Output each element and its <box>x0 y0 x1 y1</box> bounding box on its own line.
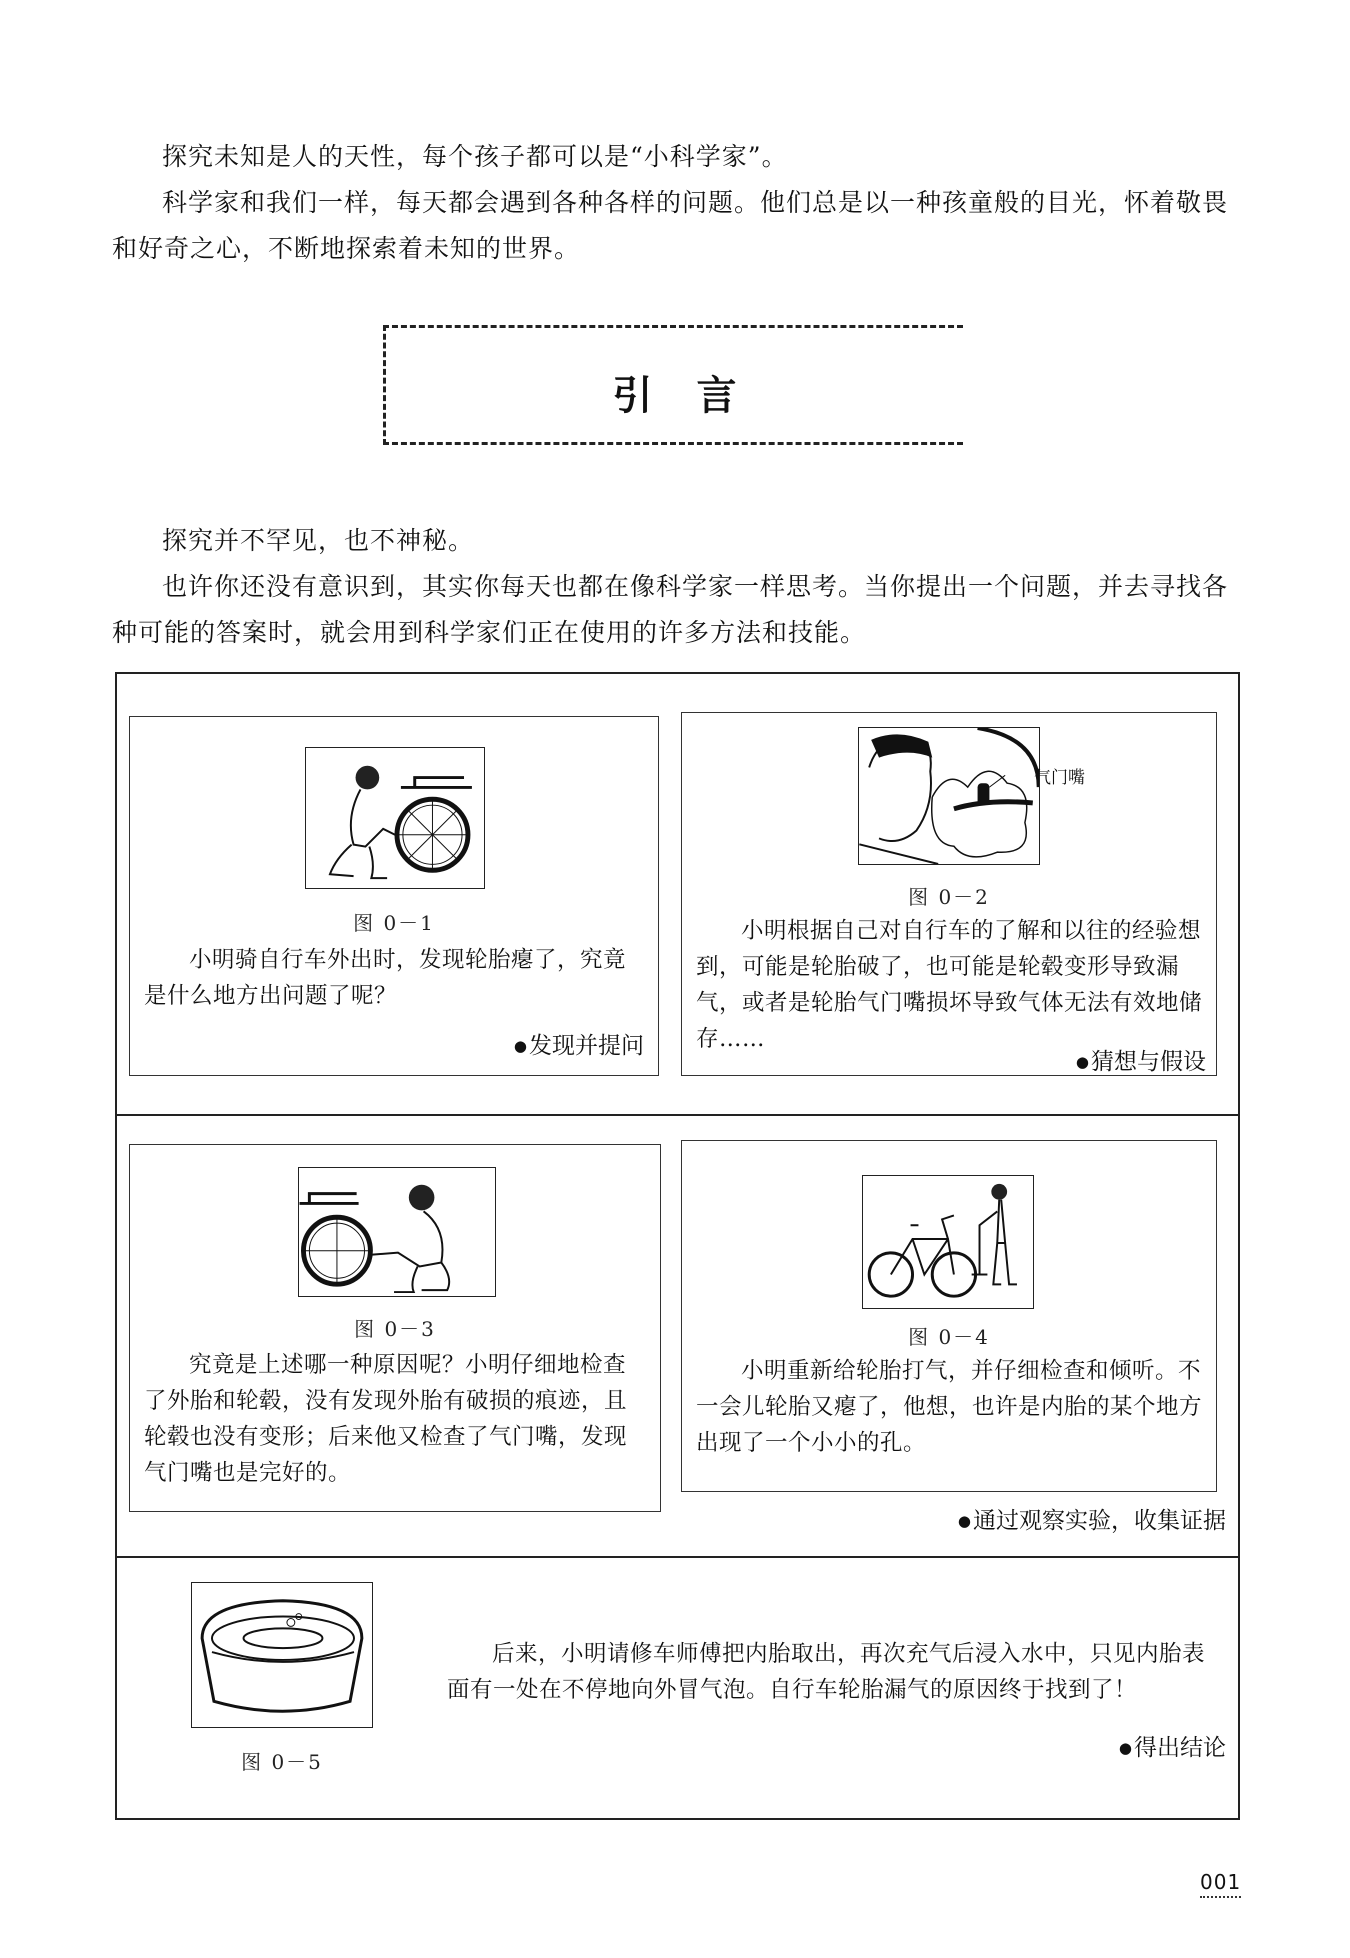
row-divider-1 <box>117 1114 1238 1116</box>
section-title: 引言 <box>612 373 781 419</box>
panel-fig-0-3 <box>129 1144 661 1512</box>
body-paragraph-1: 探究并不罕见，也不神秘。 <box>162 526 475 555</box>
step-tag-conclusion: ● 得出结论 <box>1119 1729 1226 1762</box>
step-tag-hypothesis: ● 猜想与假设 <box>1076 1043 1206 1076</box>
panel-text: 小明骑自行车外出时，发现轮胎瘪了，究竟是什么地方出问题了呢？ <box>144 947 627 1009</box>
panel-fig-0-4 <box>681 1140 1217 1492</box>
intro-paragraph-1: 探究未知是人的天性，每个孩子都可以是“小科学家”。 <box>162 142 788 171</box>
figure-caption: 图 0－4 <box>908 1325 990 1349</box>
boy-thinking-valve-icon <box>858 727 1040 865</box>
boy-pumping-tire-icon <box>862 1175 1034 1309</box>
panel-text: 究竟是上述哪一种原因呢？小明仔细地检查了外胎和轮毂，没有发现外胎有破损的痕迹，且轮毂也没有变形；后来他又检查了气门嘴，发现气门嘴也是完好的。 <box>144 1352 628 1486</box>
panel-text: 小明根据自己对自行车的了解和以往的经验想到，可能是轮胎破了，也可能是轮毂变形导致漏气，或者是轮胎气门嘴损坏导致气体无法有效地储存…… <box>696 918 1203 1052</box>
figure-caption: 图 0－2 <box>908 885 990 909</box>
panel-fig-0-2 <box>681 712 1217 1076</box>
figure-caption: 图 0－1 <box>353 911 435 935</box>
panel-text: 小明重新给轮胎打气，并仔细检查和倾听。不一会儿轮胎又瘪了，他想，也许是内胎的某个地方出现了一个小小的孔。 <box>696 1358 1203 1456</box>
inner-tube-in-water-basin-icon <box>191 1582 373 1728</box>
final-text: 后来，小明请修车师傅把内胎取出，再次充气后浸入水中，只见内胎表面有一处在不停地向外冒气泡。自行车轮胎漏气的原因终于找到了！ <box>447 1641 1206 1703</box>
intro-paragraph-2: 科学家和我们一样，每天都会遇到各种各样的问题。他们总是以一种孩童般的目光，怀着敬畏和好奇之心，不断地探索着未知的世界。 <box>112 188 1229 263</box>
page-number: 001 <box>1200 1870 1241 1898</box>
body-paragraph-2: 也许你还没有意识到，其实你每天也都在像科学家一样思考。当你提出一个问题，并去寻找各种可能的答案时，就会用到科学家们正在使用的许多方法和技能。 <box>112 572 1229 647</box>
section-title-box <box>383 325 963 445</box>
boy-inspecting-tire-icon <box>298 1167 496 1297</box>
inquiry-steps-frame <box>115 672 1240 1820</box>
step-tag-question: ● 发现并提问 <box>514 1027 644 1060</box>
boy-checking-bicycle-wheel-icon <box>305 747 485 889</box>
step-tag-evidence: ● 通过观察实验，收集证据 <box>958 1502 1226 1535</box>
panel-fig-0-1 <box>129 716 659 1076</box>
figure-caption: 图 0－5 <box>241 1750 323 1774</box>
valve-label: 气门嘴 <box>1034 768 1085 788</box>
figure-caption: 图 0－3 <box>354 1317 436 1341</box>
row-divider-2 <box>117 1556 1238 1558</box>
